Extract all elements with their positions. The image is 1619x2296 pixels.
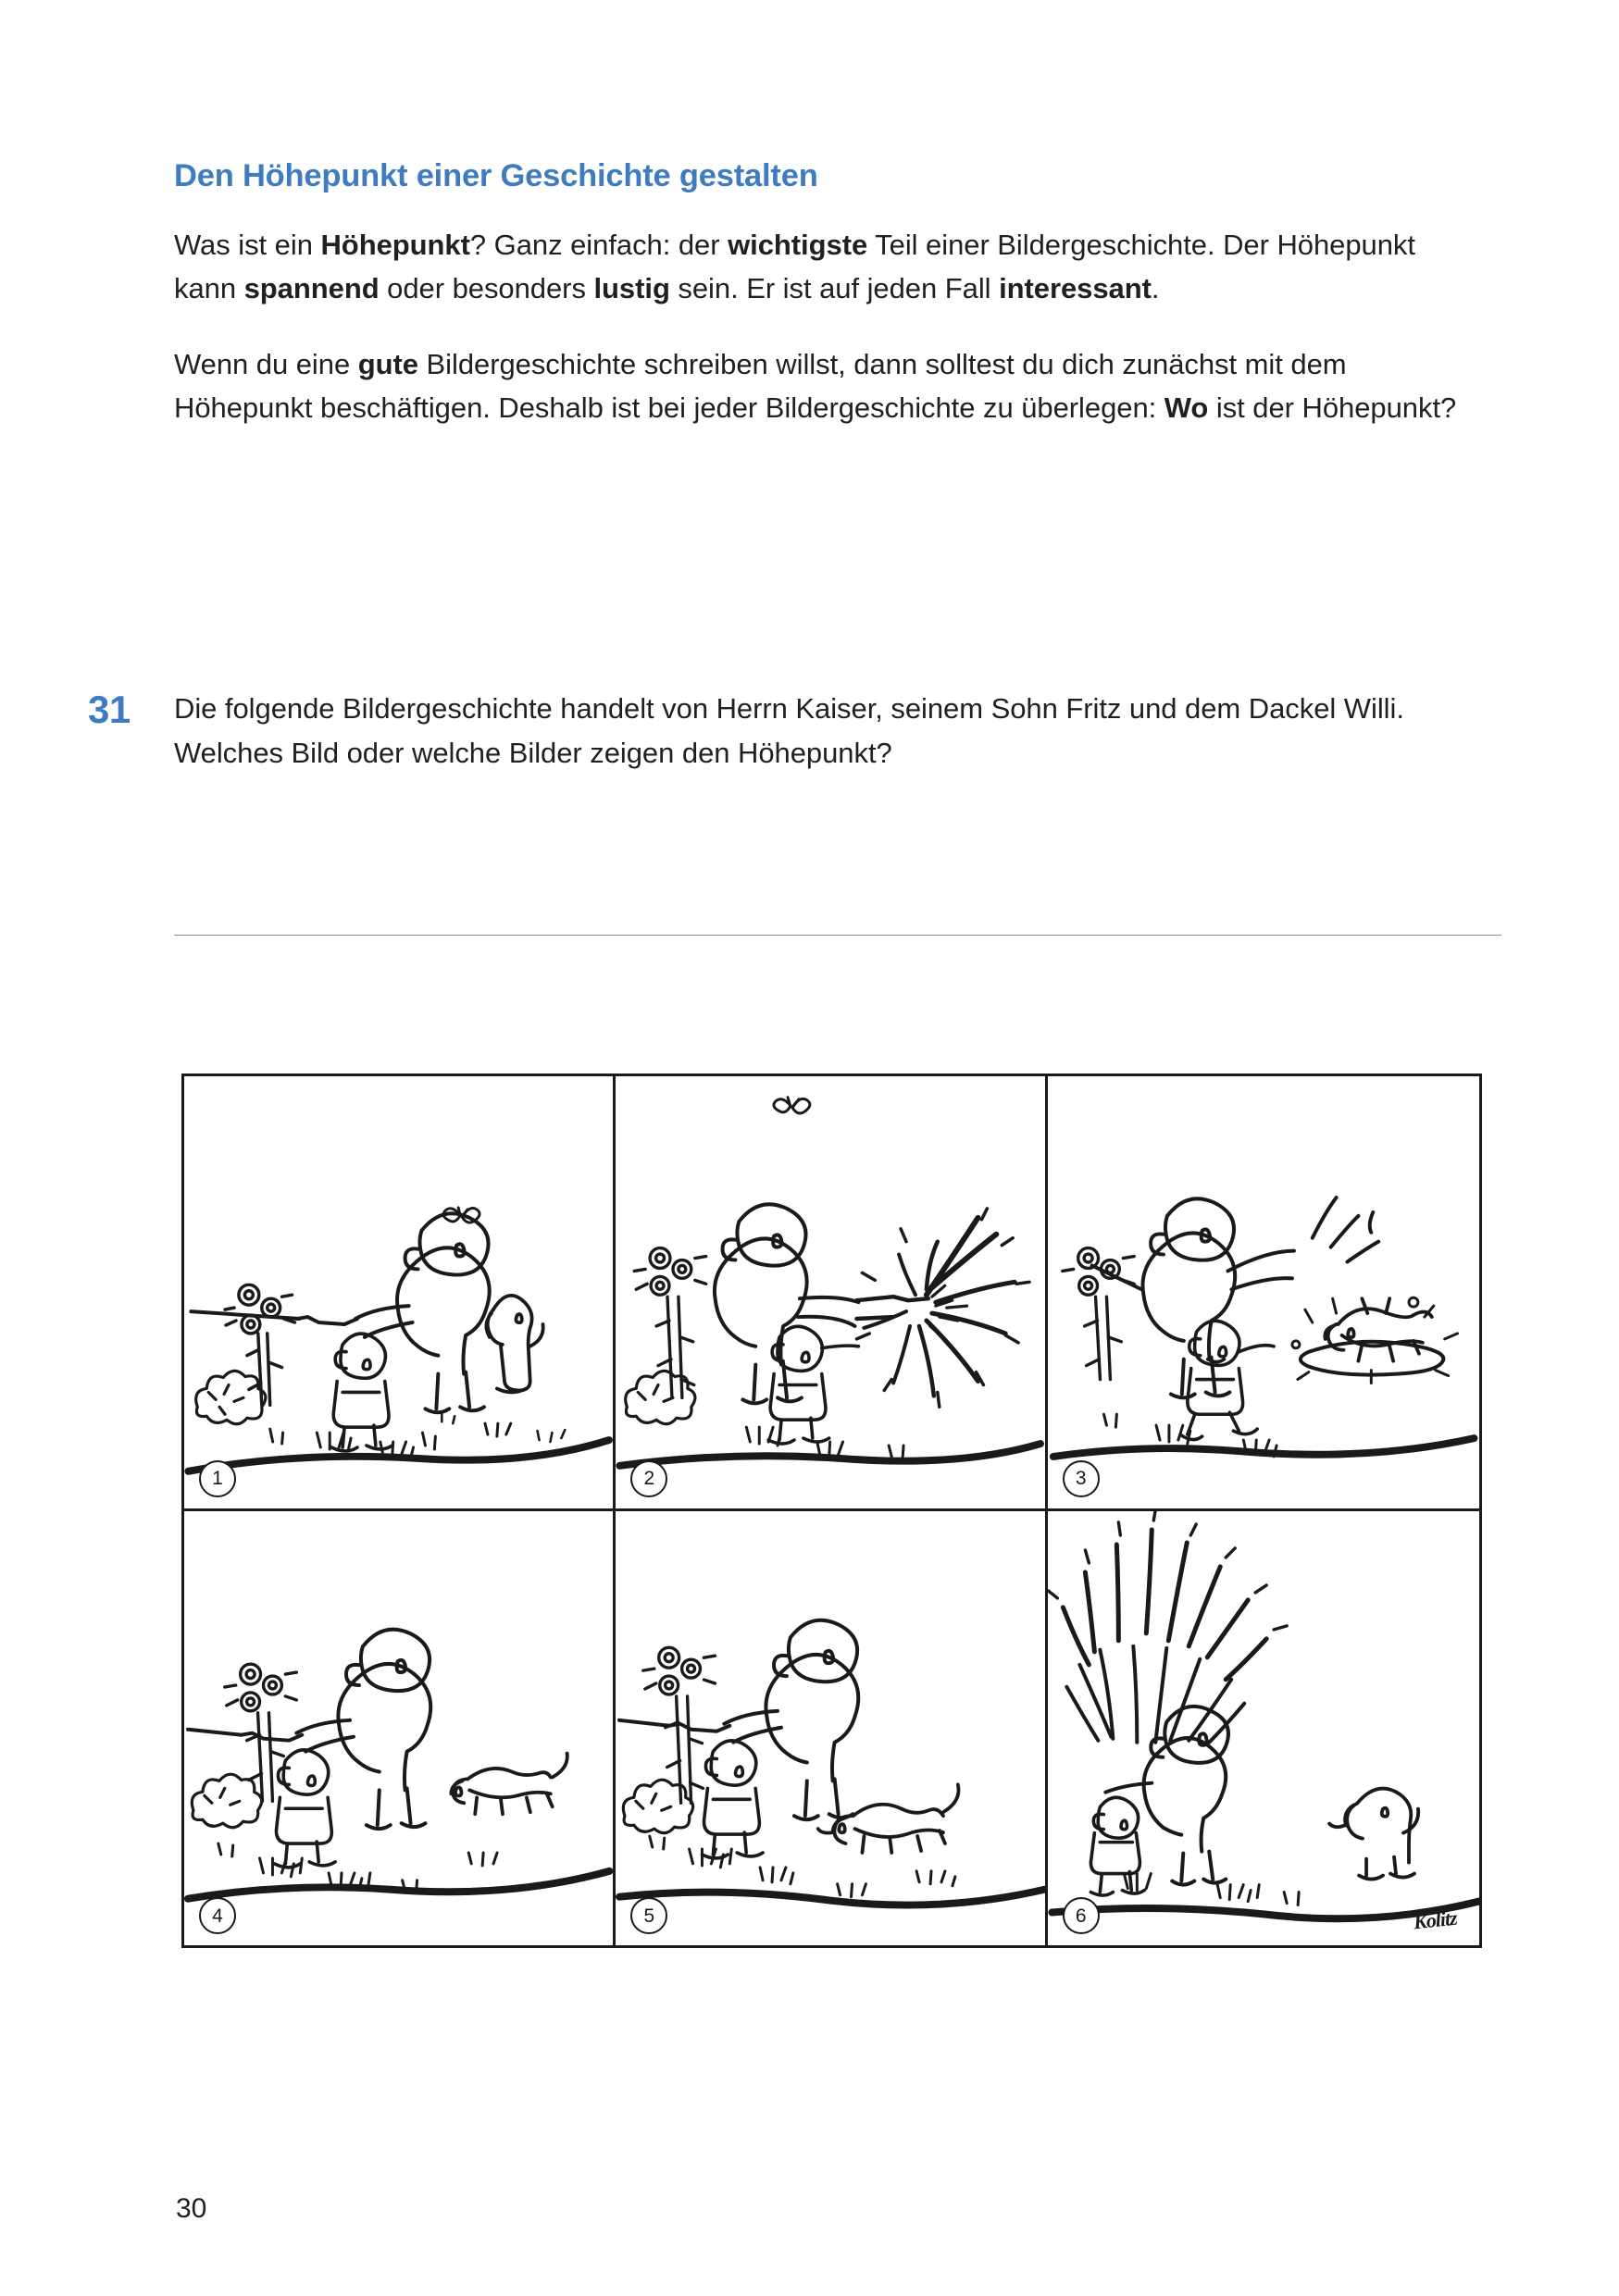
exercise-block (88, 687, 1504, 775)
comic-panel-1[interactable] (184, 1076, 616, 1511)
panel-number-2: 2 (630, 1460, 667, 1497)
panel-2-artwork (616, 1076, 1044, 1508)
intro-paragraph-2: Wenn du eine gute Bildergeschichte schreiben willst, dann solltest du dich zunächst mit dem Höhepunkt beschäftigen. Deshalb ist bei jeder Bildergeschichte zu überlegen: Wo ist der Höhepunkt? (174, 347, 1457, 425)
comic-panel-2[interactable] (616, 1076, 1047, 1511)
panel-number-1: 1 (199, 1460, 236, 1497)
panel-number-3: 3 (1063, 1460, 1100, 1497)
intro-paragraph-1: Was ist ein Höhepunkt? Ganz einfach: der wichtigste Teil einer Bildergeschichte. Der Höhepunkt kann spannend oder besonders lustig sein. Er ist auf jeden Fall interessant. (174, 228, 1415, 305)
comic-strip (181, 1074, 1482, 1948)
panel-6-artwork (1048, 1511, 1479, 1946)
artist-signature: Kolitz (1413, 1905, 1459, 1934)
section-divider (174, 935, 1501, 936)
comic-panel-6[interactable] (1048, 1511, 1479, 1946)
panel-1-artwork (184, 1076, 613, 1508)
panel-3-artwork (1048, 1076, 1479, 1508)
comic-panel-3[interactable] (1048, 1076, 1479, 1511)
panel-number-6: 6 (1063, 1897, 1100, 1934)
page-title: Den Höhepunkt einer Geschichte gestalten (174, 158, 818, 193)
page-number: 30 (176, 2193, 207, 2224)
panel-number-5: 5 (630, 1897, 667, 1934)
panel-number-4: 4 (199, 1897, 236, 1934)
panel-4-artwork (184, 1511, 613, 1946)
comic-panel-4[interactable] (184, 1511, 616, 1946)
exercise-prompt: Die folgende Bildergeschichte handelt von Herrn Kaiser, seinem Sohn Fritz und dem Dackel Willi. Welches Bild oder welche Bilder zeigen den Höhepunkt? (174, 692, 1404, 769)
exercise-number: 31 (88, 688, 131, 731)
comic-panel-5[interactable] (616, 1511, 1047, 1946)
intro-section (174, 157, 1502, 430)
panel-5-artwork (616, 1511, 1044, 1946)
